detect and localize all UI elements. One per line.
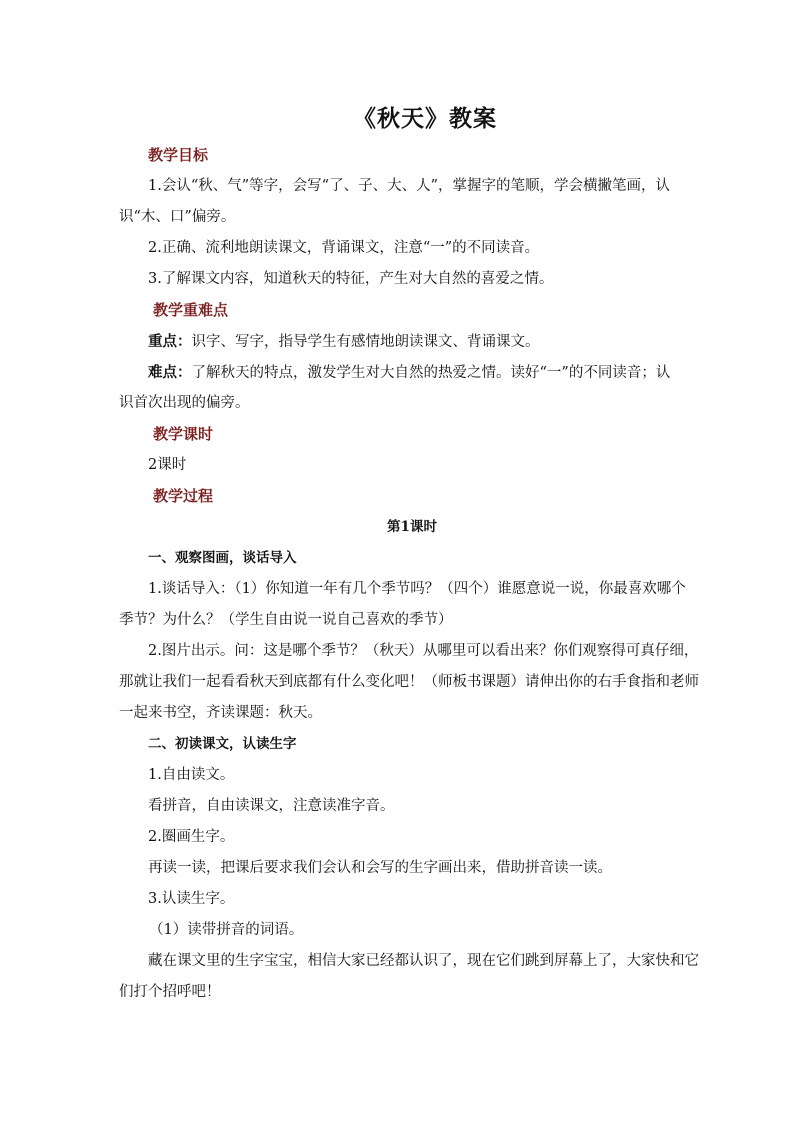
paragraph: 1.谈话导入：（1）你知道一年有几个季节吗？（四个）谁愿意说一说，你最喜欢哪个 bbox=[148, 581, 686, 597]
paragraph: （1）读带拼音的词语。 bbox=[149, 922, 304, 938]
paragraph: 识“木、口”偏旁。 bbox=[119, 209, 236, 225]
paragraph: 1.会认“秋、气”等字，会写“了、子、大、人”，掌握字的笔顺，学会横撇笔画，认 bbox=[148, 178, 670, 194]
text-key: 识字、写字，指导学生有感情地朗读课文、背诵课文。 bbox=[191, 334, 540, 350]
section-heading-process: 教学过程 bbox=[153, 487, 214, 505]
paragraph: 看拼音，自由读课文，注意读准字音。 bbox=[148, 798, 395, 814]
paragraph: 3.了解课文内容，知道秋天的特征，产生对大自然的喜爱之情。 bbox=[148, 271, 554, 287]
paragraph: 2.图片出示。问：这是哪个季节？（秋天）从哪里可以看出来？你们观察得可真仔细， bbox=[148, 643, 699, 659]
paragraph: 2.正确、流利地朗读课文，背诵课文，注意“一”的不同读音。 bbox=[148, 240, 540, 256]
lesson-heading: 第1课时 bbox=[387, 519, 437, 535]
paragraph: 那就让我们一起看看秋天到底都有什么变化吧！（师板书课题）请伸出你的右手食指和老师 bbox=[119, 674, 699, 690]
text-difficult: 了解秋天的特点，激发学生对大自然的热爱之情。读好“一”的不同读音；认 bbox=[191, 365, 671, 381]
section-heading-key-points: 教学重难点 bbox=[153, 301, 229, 319]
paragraph: 1.自由读文。 bbox=[148, 767, 235, 783]
part-heading-1: 一、观察图画，谈话导入 bbox=[148, 550, 297, 566]
section-heading-hours: 教学课时 bbox=[153, 425, 214, 443]
label-key: 重点： bbox=[148, 333, 192, 350]
paragraph: 2.圈画生字。 bbox=[148, 829, 235, 845]
paragraph: 3.认读生字。 bbox=[148, 891, 235, 907]
paragraph: 再读一读，把课后要求我们会认和会写的生字画出来，借助拼音读一读。 bbox=[148, 860, 612, 876]
paragraph: 2课时 bbox=[148, 457, 187, 473]
paragraph bbox=[119, 357, 675, 388]
label-difficult: 难点： bbox=[148, 364, 192, 381]
paragraph bbox=[119, 326, 675, 357]
paragraph: 藏在课文里的生字宝宝，相信大家已经都认识了，现在它们跳到屏幕上了，大家快和它 bbox=[148, 953, 699, 969]
document-body bbox=[119, 140, 699, 1008]
paragraph: 识首次出现的偏旁。 bbox=[119, 395, 250, 411]
paragraph: 们打个招呼吧！ bbox=[119, 984, 221, 1000]
section-heading-goals: 教学目标 bbox=[148, 146, 209, 164]
page-title: 《秋天》教案 bbox=[353, 105, 497, 132]
paragraph: 季节？为什么？（学生自由说一说自己喜欢的季节） bbox=[119, 612, 453, 628]
paragraph: 一起来书空，齐读课题：秋天。 bbox=[119, 705, 322, 721]
part-heading-2: 二、初读课文，认读生字 bbox=[148, 736, 297, 752]
